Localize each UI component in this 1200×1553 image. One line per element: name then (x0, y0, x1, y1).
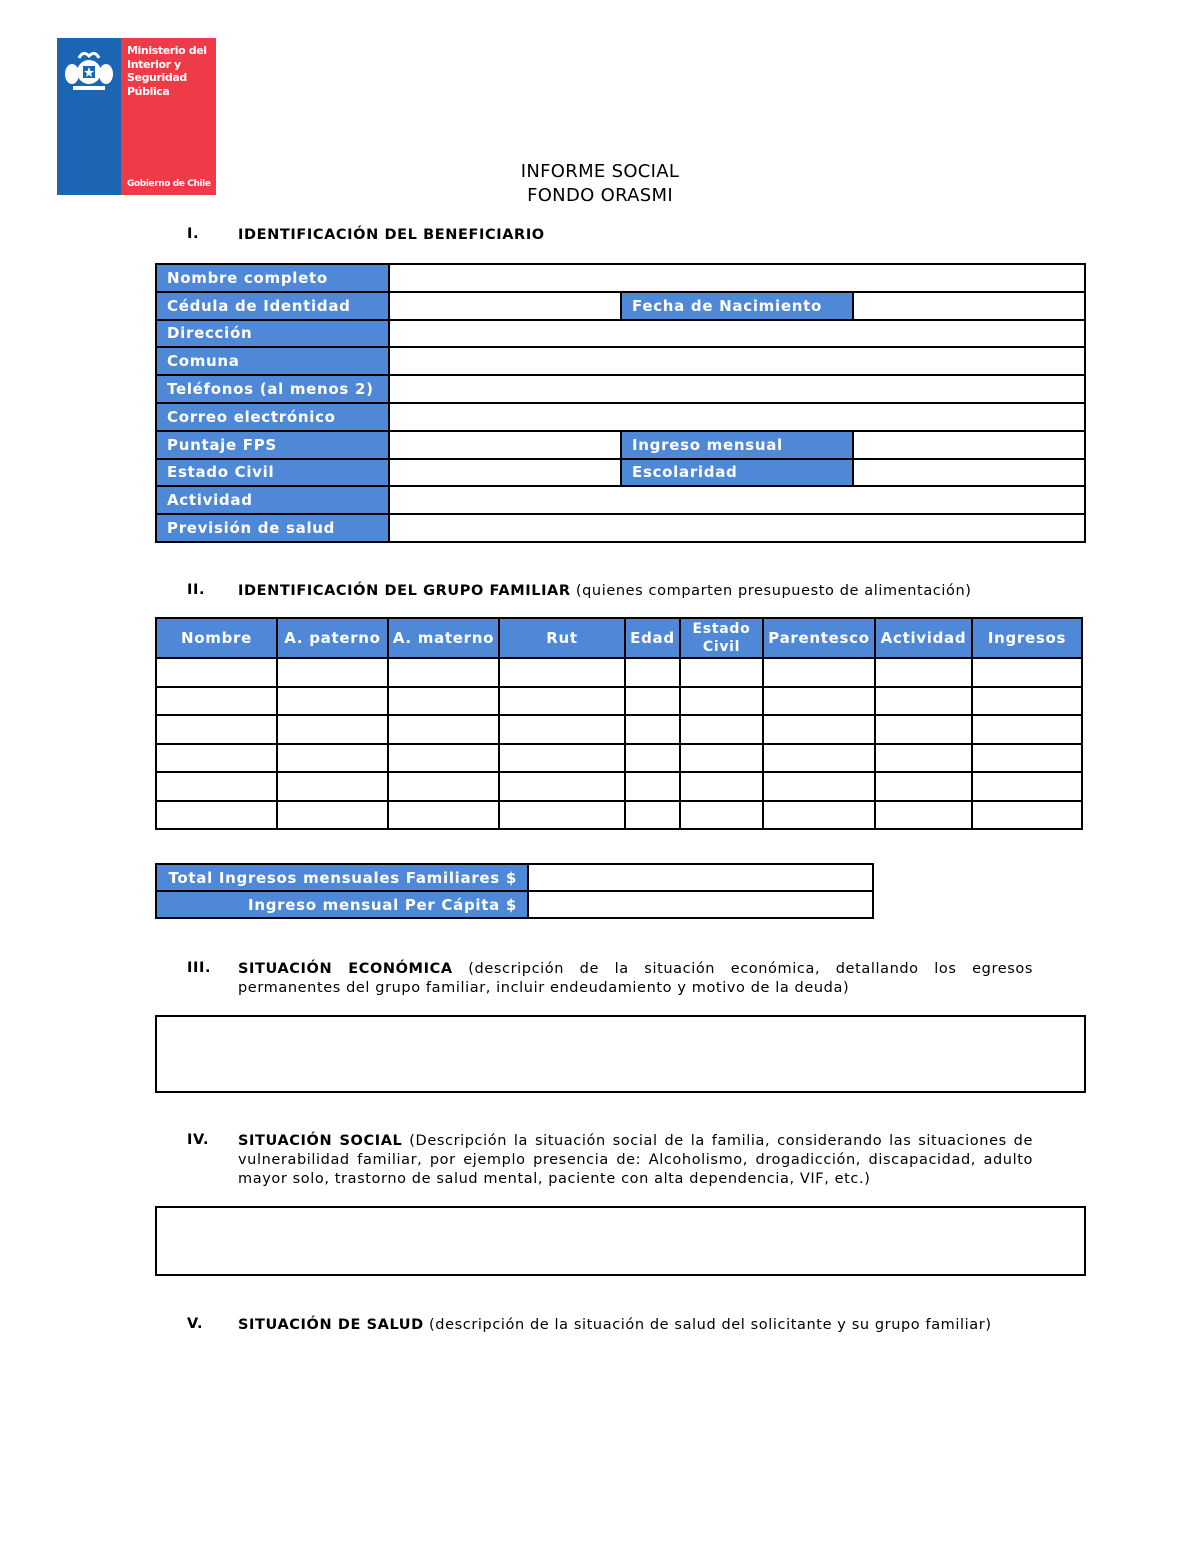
label-prevision: Previsión de salud (156, 514, 389, 542)
label-escolaridad: Escolaridad (621, 459, 853, 487)
field-estado-civil[interactable] (389, 459, 621, 487)
header-estado: Estado Civil (680, 618, 763, 658)
label-direccion: Dirección (156, 320, 389, 348)
field-per-capita[interactable] (528, 891, 873, 918)
table-row (156, 772, 1082, 801)
family-table (155, 617, 1083, 830)
field-ingreso[interactable] (853, 431, 1085, 459)
table-cell[interactable] (499, 772, 625, 801)
field-telefonos[interactable] (389, 375, 1085, 403)
table-row (156, 687, 1082, 716)
table-cell[interactable] (680, 687, 763, 716)
table-cell[interactable] (277, 744, 388, 773)
table-cell[interactable] (625, 658, 680, 687)
table-cell[interactable] (763, 715, 875, 744)
field-prevision[interactable] (389, 514, 1085, 542)
table-cell[interactable] (156, 687, 277, 716)
economic-situation-box[interactable] (155, 1015, 1086, 1093)
table-cell[interactable] (277, 658, 388, 687)
table-cell[interactable] (499, 715, 625, 744)
table-cell[interactable] (972, 687, 1082, 716)
table-row (156, 744, 1082, 773)
table-row (156, 715, 1082, 744)
document-title: INFORME SOCIAL (520, 161, 680, 182)
header-nombre: Nombre (156, 618, 277, 658)
table-cell[interactable] (972, 772, 1082, 801)
table-cell[interactable] (763, 801, 875, 830)
table-cell[interactable] (972, 658, 1082, 687)
beneficiary-table (155, 263, 1086, 543)
document-subtitle: FONDO ORASMI (527, 185, 673, 206)
header-materno: A. materno (388, 618, 499, 658)
label-estado-civil: Estado Civil (156, 459, 389, 487)
header-rut: Rut (499, 618, 625, 658)
field-nombre[interactable] (389, 264, 1085, 292)
table-cell[interactable] (156, 658, 277, 687)
field-escolaridad[interactable] (853, 459, 1085, 487)
label-puntaje: Puntaje FPS (156, 431, 389, 459)
table-cell[interactable] (763, 744, 875, 773)
header-edad: Edad (625, 618, 680, 658)
table-cell[interactable] (156, 772, 277, 801)
table-cell[interactable] (156, 801, 277, 830)
label-nombre: Nombre completo (156, 264, 389, 292)
label-per-capita: Ingreso mensual Per Cápita $ (156, 891, 528, 918)
ministry-name: Ministerio del Interior y Seguridad Pública (127, 44, 207, 98)
field-actividad[interactable] (389, 486, 1085, 514)
table-row (156, 801, 1082, 830)
table-cell[interactable] (680, 744, 763, 773)
table-cell[interactable] (388, 658, 499, 687)
table-cell[interactable] (499, 744, 625, 773)
label-telefonos: Teléfonos (al menos 2) (156, 375, 389, 403)
label-comuna: Comuna (156, 347, 389, 375)
header-parentesco: Parentesco (763, 618, 875, 658)
field-fecha[interactable] (853, 292, 1085, 320)
field-cedula[interactable] (389, 292, 621, 320)
table-cell[interactable] (388, 772, 499, 801)
table-cell[interactable] (875, 687, 972, 716)
label-fecha: Fecha de Nacimiento (621, 292, 853, 320)
table-cell[interactable] (499, 687, 625, 716)
label-cedula: Cédula de Identidad (156, 292, 389, 320)
table-cell[interactable] (156, 744, 277, 773)
table-cell[interactable] (972, 801, 1082, 830)
field-correo[interactable] (389, 403, 1085, 431)
label-correo: Correo electrónico (156, 403, 389, 431)
social-situation-box[interactable] (155, 1206, 1086, 1276)
table-cell[interactable] (972, 715, 1082, 744)
government-name: Gobierno de Chile (127, 179, 211, 189)
table-cell[interactable] (277, 801, 388, 830)
table-cell[interactable] (680, 715, 763, 744)
table-cell[interactable] (499, 658, 625, 687)
table-cell[interactable] (972, 744, 1082, 773)
table-cell[interactable] (388, 801, 499, 830)
table-cell[interactable] (499, 801, 625, 830)
coat-of-arms-icon (63, 48, 115, 94)
table-cell[interactable] (680, 801, 763, 830)
table-cell[interactable] (388, 687, 499, 716)
header-actividad: Actividad (875, 618, 972, 658)
header-paterno: A. paterno (277, 618, 388, 658)
table-row (156, 658, 1082, 687)
table-cell[interactable] (763, 658, 875, 687)
field-comuna[interactable] (389, 347, 1085, 375)
label-ingreso: Ingreso mensual (621, 431, 853, 459)
label-actividad: Actividad (156, 486, 389, 514)
field-direccion[interactable] (389, 320, 1085, 348)
table-cell[interactable] (625, 801, 680, 830)
table-cell[interactable] (277, 715, 388, 744)
table-cell[interactable] (388, 744, 499, 773)
table-cell[interactable] (763, 772, 875, 801)
label-total-ingresos: Total Ingresos mensuales Familiares $ (156, 864, 528, 891)
table-cell[interactable] (875, 658, 972, 687)
income-totals-table (155, 863, 874, 919)
field-total-ingresos[interactable] (528, 864, 873, 891)
table-cell[interactable] (875, 772, 972, 801)
table-cell[interactable] (277, 687, 388, 716)
family-header-row (156, 618, 1082, 658)
table-cell[interactable] (875, 744, 972, 773)
table-cell[interactable] (625, 715, 680, 744)
table-cell[interactable] (875, 801, 972, 830)
table-cell[interactable] (680, 658, 763, 687)
table-cell[interactable] (625, 772, 680, 801)
field-puntaje[interactable] (389, 431, 621, 459)
table-cell[interactable] (763, 687, 875, 716)
table-cell[interactable] (625, 687, 680, 716)
table-cell[interactable] (277, 772, 388, 801)
table-cell[interactable] (875, 715, 972, 744)
table-cell[interactable] (625, 744, 680, 773)
table-cell[interactable] (680, 772, 763, 801)
header-ingresos: Ingresos (972, 618, 1082, 658)
table-cell[interactable] (156, 715, 277, 744)
table-cell[interactable] (388, 715, 499, 744)
